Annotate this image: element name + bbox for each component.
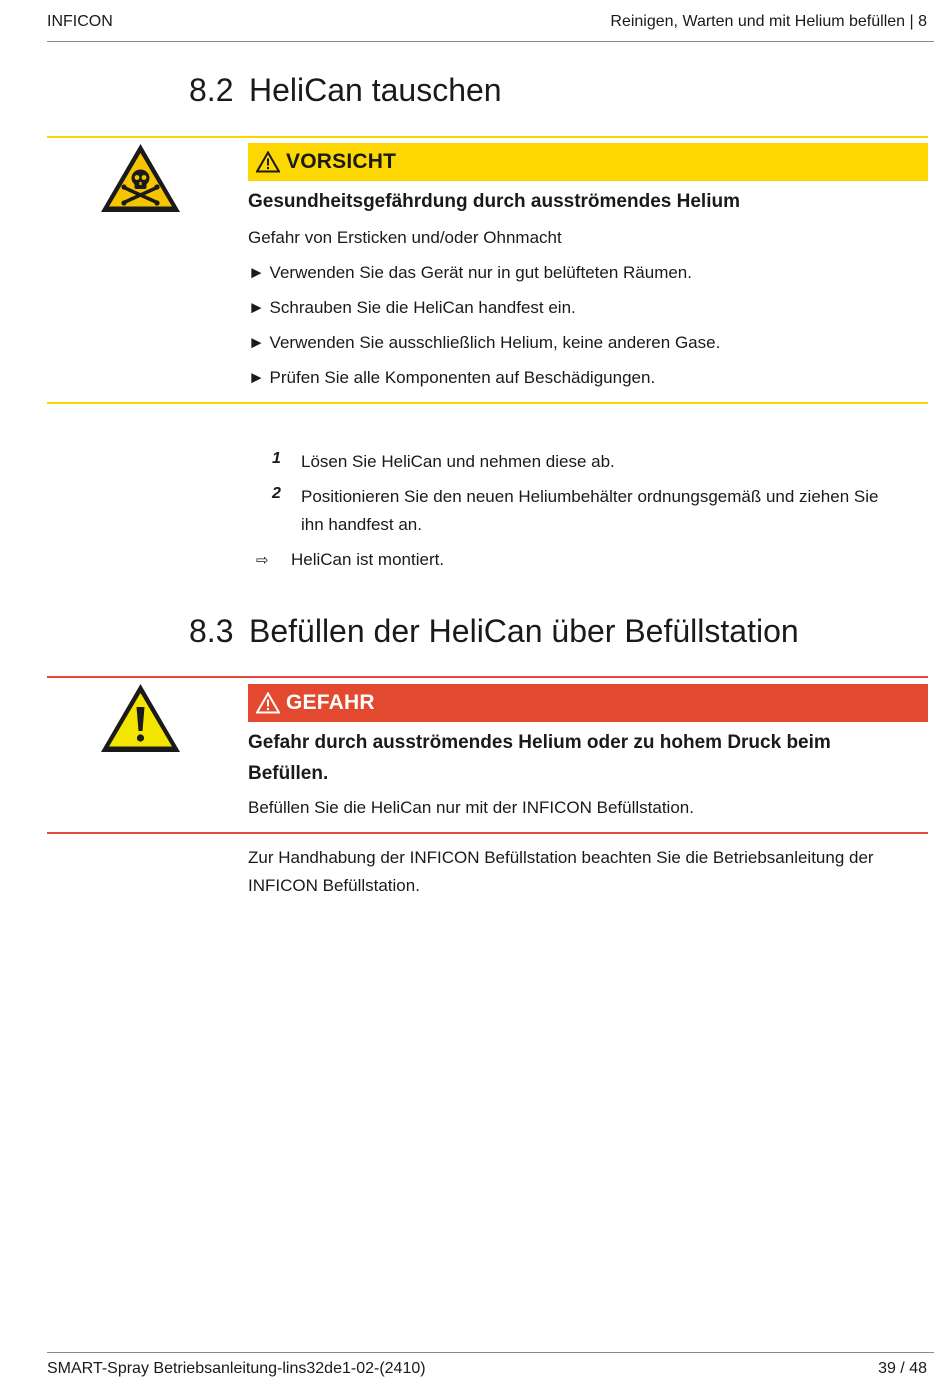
danger-heading: Gefahr durch ausströmendes Helium oder zu hohem Druck beim	[248, 732, 831, 753]
caution-label: VORSICHT	[286, 150, 397, 173]
footer-divider	[47, 1352, 934, 1353]
danger-text: Befüllen Sie die HeliCan nur mit der INFICON Befüllstation.	[248, 798, 694, 817]
caution-subtext: Gefahr von Ersticken und/oder Ohnmacht	[248, 228, 562, 247]
header-divider	[47, 41, 934, 42]
caution-action: ► Schrauben Sie die HeliCan handfest ein.	[248, 298, 576, 317]
section-title: Befüllen der HeliCan über Befüllstation	[249, 613, 799, 649]
danger-banner	[248, 684, 928, 722]
footer-document-id: SMART-Spray Betriebsanleitung-lins32de1-02-(2410)	[47, 1360, 426, 1377]
step-text-continued: ihn handfest an.	[301, 515, 422, 534]
section-title: HeliCan tauschen	[249, 72, 502, 108]
paragraph: Zur Handhabung der INFICON Befüllstation beachten Sie die Betriebsanleitung der	[248, 848, 874, 867]
step-text: Positionieren Sie den neuen Heliumbehälter ordnungsgemäß und ziehen Sie	[301, 487, 879, 506]
section-number: 8.2	[189, 72, 234, 108]
warning-triangle-icon	[256, 692, 280, 714]
result-arrow-icon: ⇨	[256, 552, 269, 569]
section-heading-8-2	[189, 72, 889, 112]
step-number: 2	[272, 485, 281, 502]
caution-heading: Gesundheitsgefährdung durch ausströmendes Helium	[248, 191, 740, 212]
caution-action: ► Verwenden Sie das Gerät nur in gut belüfteten Räumen.	[248, 263, 692, 282]
caution-top-rule	[47, 136, 928, 138]
header-chapter: Reinigen, Warten und mit Helium befüllen | 8	[610, 13, 927, 30]
toxic-skull-warning-icon	[99, 142, 182, 215]
caution-banner	[248, 143, 928, 181]
exclamation-warning-icon	[99, 682, 182, 755]
danger-top-rule	[47, 676, 928, 678]
caution-action: ► Prüfen Sie alle Komponenten auf Beschädigungen.	[248, 368, 656, 387]
section-number: 8.3	[189, 613, 234, 649]
danger-label: GEFAHR	[286, 691, 375, 714]
section-heading-8-3	[189, 613, 929, 653]
caution-action: ► Verwenden Sie ausschließlich Helium, keine anderen Gase.	[248, 333, 721, 352]
caution-bottom-rule	[47, 402, 928, 404]
step-text: Lösen Sie HeliCan und nehmen diese ab.	[301, 452, 615, 471]
footer-page-number: 39 / 48	[878, 1360, 927, 1377]
paragraph-continued: INFICON Befüllstation.	[248, 876, 420, 895]
step-number: 1	[272, 450, 281, 467]
danger-heading-continued: Befüllen.	[248, 763, 329, 784]
warning-triangle-icon	[256, 151, 280, 173]
result-text: HeliCan ist montiert.	[291, 550, 445, 569]
header-company: INFICON	[47, 13, 113, 30]
danger-bottom-rule	[47, 832, 928, 834]
